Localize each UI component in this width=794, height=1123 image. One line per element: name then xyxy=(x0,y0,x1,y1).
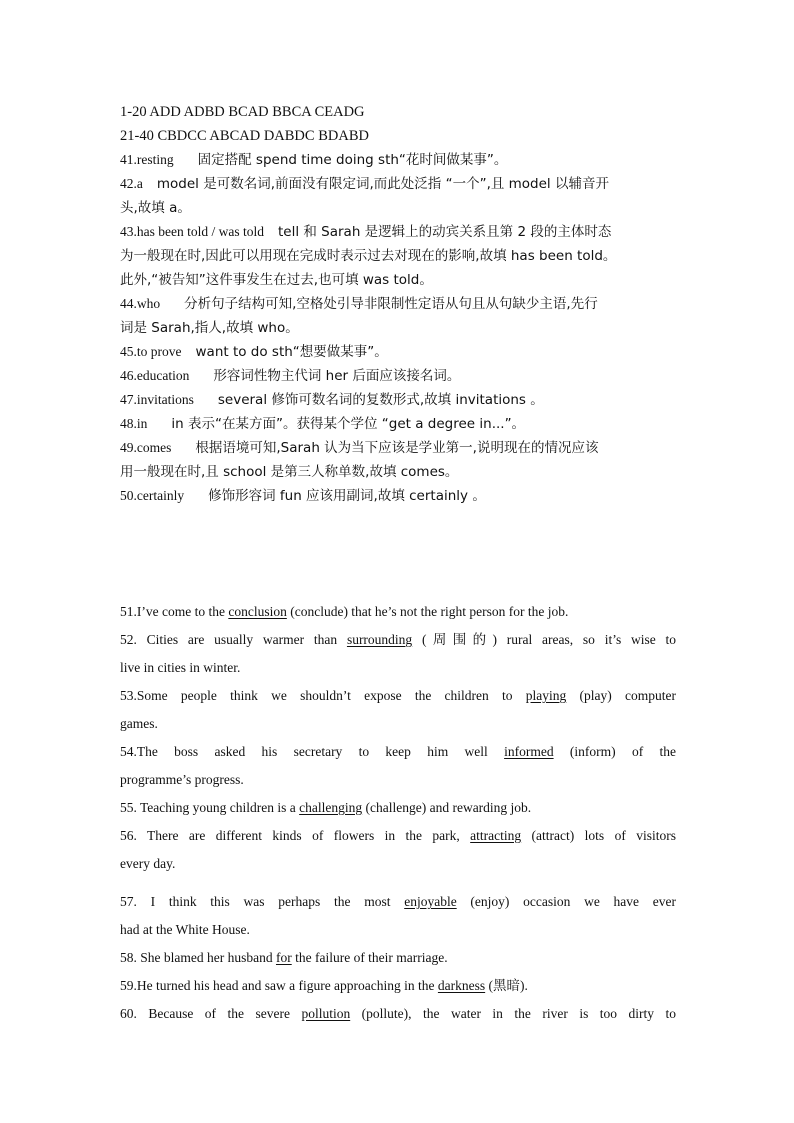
sentence-56: 56. There are different kinds of flowers in the park, attracting (attract) lots of visitors xyxy=(120,828,676,843)
sentence-53-continued: games. xyxy=(120,716,158,731)
explanation-42-continued: 头,故填 a。 xyxy=(120,200,191,216)
explanation-43-continued: 为一般现在时,因此可以用现在完成时表示过去对现在的影响,故填 has been told。 xyxy=(120,248,617,264)
answer-line-21-40: 21-40 CBDCC ABCAD DABDC BDABD xyxy=(120,128,369,144)
answer-word: enjoyable xyxy=(404,894,457,909)
sentence-54-continued: programme’s progress. xyxy=(120,772,244,787)
sentence-60: 60. Because of the severe pollution (pollute), the water in the river is too dirty to xyxy=(120,1006,676,1021)
sentence-52-continued: live in cities in winter. xyxy=(120,660,241,675)
answer-word: informed xyxy=(504,744,554,759)
explanation-44-continued: 词是 Sarah,指人,故填 who。 xyxy=(120,320,299,336)
sentence-57-continued: had at the White House. xyxy=(120,922,250,937)
answer-key-section xyxy=(120,100,676,508)
explanation-47: 47.invitations several 修饰可数名词的复数形式,故填 invitations 。 xyxy=(120,392,544,408)
sentence-51: 51.I’ve come to the conclusion (conclude) that he’s not the right person for the job. xyxy=(120,604,569,619)
explanation-49-continued: 用一般现在时,且 school 是第三人称单数,故填 comes。 xyxy=(120,464,459,480)
explanation-46: 46.education 形容词性物主代词 her 后面应该接名词。 xyxy=(120,368,461,384)
explanation-50: 50.certainly 修饰形容词 fun 应该用副词,故填 certainly 。 xyxy=(120,488,486,504)
answer-word: darkness xyxy=(437,978,486,993)
answer-word: pollution xyxy=(301,1006,351,1021)
sentence-59: 59.He turned his head and saw a figure approaching in the darkness (黑暗). xyxy=(120,978,528,993)
sentence-52: 52. Cities are usually warmer than surrounding (周围的) rural areas, so it’s wise to xyxy=(120,632,676,647)
explanation-44: 44.who 分析句子结构可知,空格处引导非限制性定语从句且从句缺少主语,先行 xyxy=(120,296,598,312)
explanation-43: 43.has been told / was told tell 和 Sarah 是逻辑上的动宾关系且第 2 段的主体时态 xyxy=(120,224,612,240)
sentence-completion-section xyxy=(120,598,676,1028)
sentence-55: 55. Teaching young children is a challenging (challenge) and rewarding job. xyxy=(120,800,532,815)
explanation-42: 42.a model 是可数名词,前面没有限定词,而此处泛指 “一个”,且 model 以辅音开 xyxy=(120,176,609,192)
answer-word: for xyxy=(275,950,292,965)
sentence-53: 53.Some people think we shouldn’t expose the children to playing (play) computer xyxy=(120,688,677,703)
answer-line-1-20: 1-20 ADD ADBD BCAD BBCA CEADG xyxy=(120,104,365,120)
answer-word: playing xyxy=(525,688,567,703)
sentence-54: 54.The boss asked his secretary to keep him well informed (inform) of the xyxy=(120,744,676,759)
answer-word: surrounding xyxy=(346,632,413,647)
explanation-43-continued-2: 此外,“被告知”这件事发生在过去,也可填 was told。 xyxy=(120,272,433,288)
explanation-41: 41.resting 固定搭配 spend time doing sth“花时间做某事”。 xyxy=(120,152,508,168)
explanation-45: 45.to prove want to do sth“想要做某事”。 xyxy=(120,344,388,360)
answer-word: attracting xyxy=(470,828,522,843)
explanation-49: 49.comes 根据语境可知,Sarah 认为当下应该是学业第一,说明现在的情况应该 xyxy=(120,440,599,456)
answer-word: challenging xyxy=(299,800,363,815)
sentence-57: 57. I think this was perhaps the most enjoyable (enjoy) occasion we have ever xyxy=(120,894,677,909)
answer-word: conclusion xyxy=(228,604,287,619)
sentence-56-continued: every day. xyxy=(120,856,176,871)
explanation-48: 48.in in 表示“在某方面”。获得某个学位 “get a degree in...”。 xyxy=(120,416,526,432)
sentence-58: 58. She blamed her husband for the failure of their marriage. xyxy=(120,950,448,965)
